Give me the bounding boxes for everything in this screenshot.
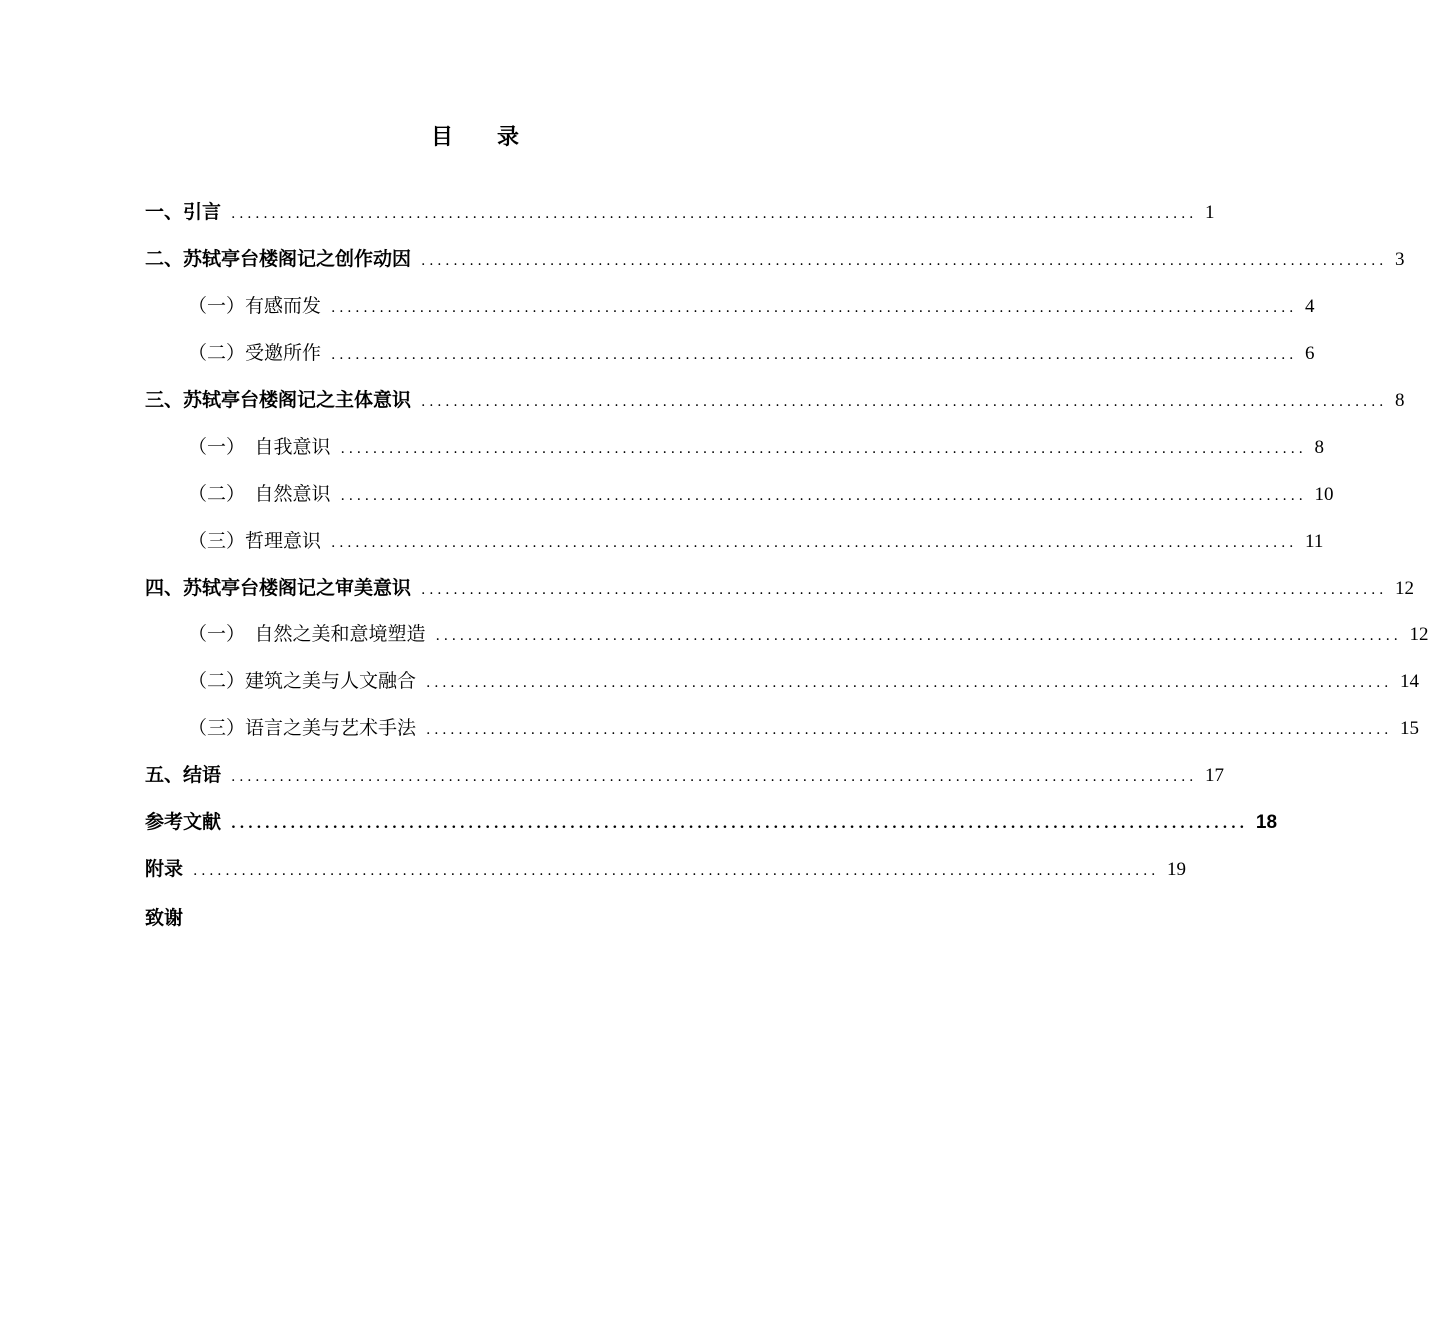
toc-entry-label: 二、苏轼亭台楼阁记之创作动因 [145,248,412,270]
toc-entry-page: 8 [1314,437,1325,458]
dot-leader: ........................................................................................................................ [331,535,1298,551]
toc-entry-page: 12 [1409,624,1429,645]
dot-leader: ........................................................................................................................ [231,206,1198,222]
dot-leader: ........................................................................................................................ [426,722,1393,738]
toc-entry-page: 15 [1400,718,1420,739]
toc-entry-motivation[interactable] [145,243,1405,275]
dot-leader: ........................................................................................................................ [331,347,1298,363]
dot-leader: ........................................................................................................................ [231,769,1198,785]
toc-entry-subjectivity-1[interactable] [188,431,1325,463]
dot-leader: ........................................................................................................................ [331,300,1298,316]
toc-entry-label: （一） 自然之美和意境塑造 [188,623,426,645]
dot-leader: ........................................................................................................................ [193,863,1160,879]
dot-leader: ........................................................................................................................ [435,628,1402,644]
dot-leader: ........................................................................................................................ [426,675,1393,691]
toc-entry-label: （二）建筑之美与人文融合 [188,670,417,692]
dot-leader: ........................................................................................................................ [340,488,1307,504]
toc-entry-label: （三）语言之美与艺术手法 [188,717,417,739]
toc-title-left: 目 [430,125,453,150]
toc-entry-aesthetics-1[interactable] [188,618,1429,650]
toc-title-right: 录 [497,125,520,150]
toc-entry-page: 14 [1400,671,1420,692]
toc-entry-conclusion[interactable] [145,759,1225,791]
toc-entry-page: 4 [1305,296,1315,317]
toc-entry-page: 17 [1205,765,1225,786]
toc-entry-page: 3 [1395,249,1405,270]
toc-entry-aesthetics-2[interactable] [188,665,1420,697]
toc-entry-page: 10 [1314,484,1334,505]
toc-entry-page: 18 [1255,812,1278,833]
toc-entry-label: （一） 自我意识 [188,436,331,458]
toc-entry-label: （二）受邀所作 [188,342,322,364]
toc-entry-label: （一）有感而发 [188,295,322,317]
toc-entry-page: 12 [1395,578,1415,599]
toc-entry-page: 6 [1305,343,1315,364]
dot-leader: ........................................................................................................................ [340,441,1307,457]
toc-entry-page: 11 [1305,531,1324,552]
toc-entry-motivation-1[interactable] [188,290,1315,322]
toc-entry-introduction[interactable] [145,196,1215,228]
toc-entry-label: 三、苏轼亭台楼阁记之主体意识 [145,389,412,411]
dot-leader: ........................................................................................................................ [231,816,1248,832]
toc-entry-aesthetics-3[interactable] [188,712,1420,744]
toc-entry-label: 一、引言 [145,201,222,223]
toc-entry-label: （三）哲理意识 [188,530,322,552]
toc-entry-subjectivity-2[interactable] [188,478,1334,510]
dot-leader: ........................................................................................................................ [421,253,1388,269]
dot-leader: ........................................................................................................................ [421,582,1388,598]
toc-entry-label: 五、结语 [145,764,222,786]
dot-leader: ........................................................................................................................ [421,394,1388,410]
toc-entry-label: 致谢 [145,907,184,929]
toc-entry-motivation-2[interactable] [188,337,1315,369]
toc-entry-page: 19 [1167,859,1187,880]
toc-entry-subjectivity-3[interactable] [188,525,1324,557]
toc-entry-label: 参考文献 [145,811,222,833]
toc-entry-subjectivity[interactable] [145,384,1405,416]
toc-entry-appendix[interactable] [145,853,1187,885]
toc-entry-label: （二） 自然意识 [188,483,331,505]
toc-entry-page: 8 [1395,390,1405,411]
toc-entry-page: 1 [1205,202,1215,223]
toc-entry-references[interactable] [145,806,1278,838]
toc-entry-acknowledgements[interactable] [145,902,837,934]
toc-entry-label: 四、苏轼亭台楼阁记之审美意识 [145,577,412,599]
toc-entry-label: 附录 [145,858,184,880]
toc-entry-aesthetics[interactable] [145,572,1415,604]
